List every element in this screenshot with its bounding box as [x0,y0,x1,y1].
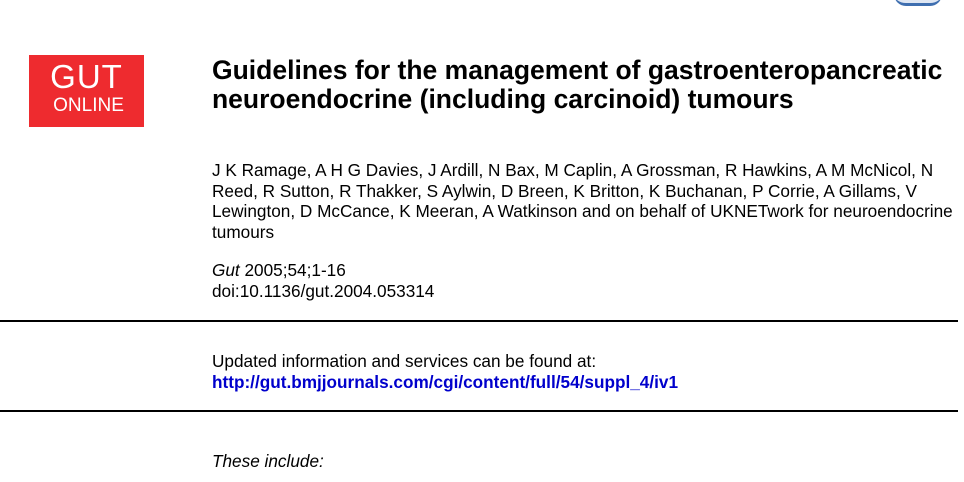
services-label: Updated information and services can be found at: [212,351,597,371]
logo-gut-text: GUT [50,58,123,95]
journal-name: Gut [212,260,240,280]
citation-volume: 2005;54;1-16 [239,260,346,280]
services-link[interactable]: http://gut.bmjjournals.com/cgi/content/full/54/suppl_4/iv1 [212,371,679,392]
citation-line [212,260,434,281]
includes-label: These include: [212,451,324,471]
logo-online-text: ONLINE [53,95,124,116]
article-title: Guidelines for the management of gastroenteropancreatic neuroendocrine (including carcinoid) tumours [212,55,943,114]
services-block [212,351,678,392]
divider-bottom [0,410,958,412]
article-authors: J K Ramage, A H G Davies, J Ardill, N Bax, M Caplin, A Grossman, R Hawkins, A M McNicol, N Reed, R Sutton, R Thakker, S Aylwin, D Breen, K Britton, K Buchanan, P Corrie, A Gillams, V Lewington, D McCance, K Meeran, A Watkinson and on behalf of UKNETwork for neuroendocrine tumours [212,160,953,242]
corner-decoration [894,0,942,6]
citation-block [212,260,434,301]
article-doi: doi:10.1136/gut.2004.053314 [212,280,435,301]
gut-online-logo [29,55,144,127]
divider-top [0,320,958,322]
